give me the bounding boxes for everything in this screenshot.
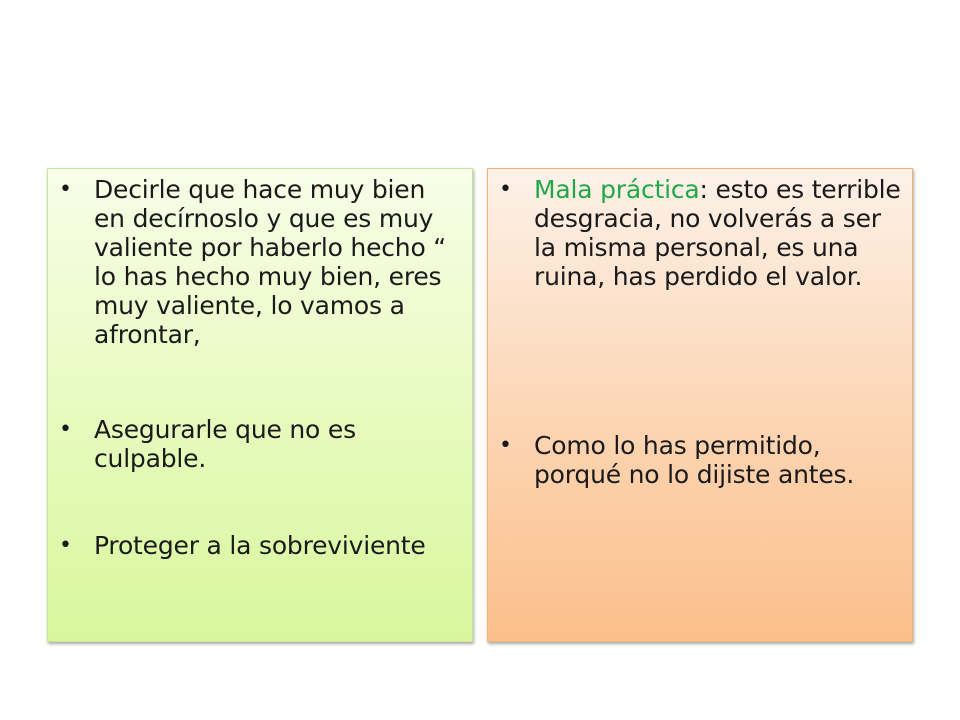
left-bullet-item-1	[48, 175, 472, 349]
right-bullet-item-1	[488, 175, 912, 291]
left-bullet-item-3	[48, 531, 472, 560]
bullet-icon: •	[59, 417, 72, 442]
right-bullet-item-2	[488, 431, 912, 489]
left-text-panel	[47, 168, 473, 642]
right-text-panel	[487, 168, 913, 642]
left-bullet-item-2	[48, 415, 472, 473]
left-bullet-text-1: Decirle que hace muy bien en decírnoslo y que es muy valiente por haberlo hecho “ lo has hecho muy bien, eres muy valiente, lo vamos a afrontar,	[94, 175, 447, 349]
left-bullet-text-3: Proteger a la sobreviviente	[94, 531, 426, 560]
highlight-label: Mala práctica	[534, 175, 700, 204]
bullet-icon: •	[59, 533, 72, 558]
right-bullet-text-2: Como lo has permitido, porqué no lo dijiste antes.	[534, 431, 855, 489]
bullet-icon: •	[499, 433, 512, 458]
bullet-icon: •	[499, 177, 512, 202]
bullet-icon: •	[59, 177, 72, 202]
left-bullet-text-2: Asegurarle que no es culpable.	[94, 415, 356, 473]
right-bullet-text-1: : esto es terrible desgracia, no volverás a ser la misma personal, es una ruina, has perdido el valor.	[534, 175, 901, 291]
